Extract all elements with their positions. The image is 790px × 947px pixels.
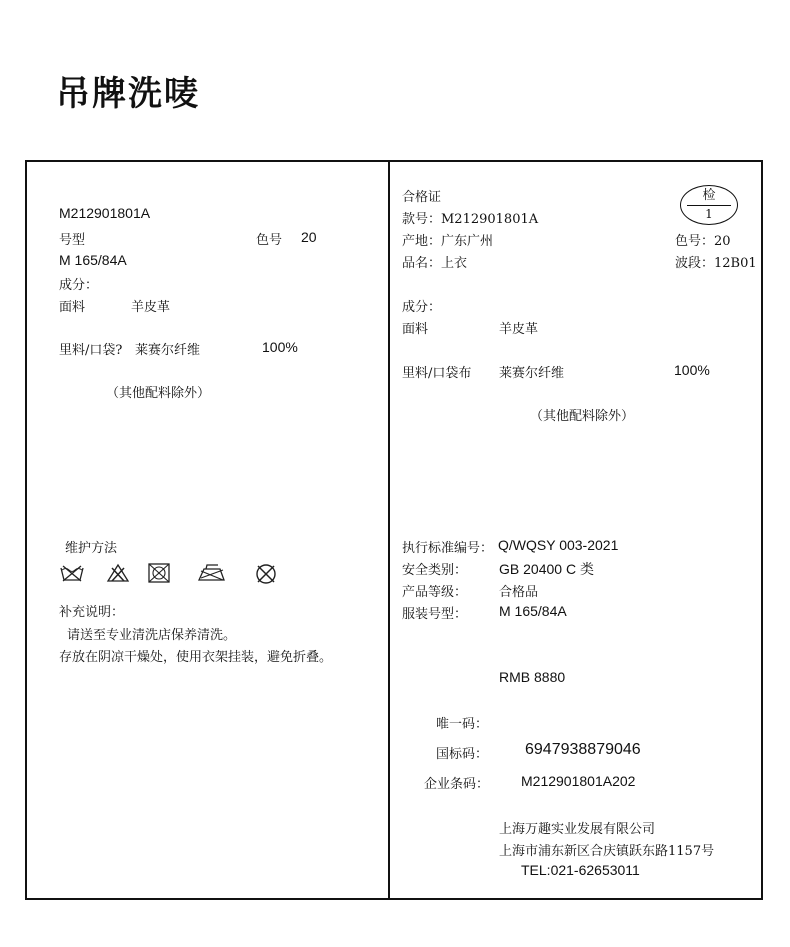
note-label: 补充说明：: [59, 605, 125, 620]
right-lining-value: 莱赛尔纤维: [499, 366, 565, 381]
no-tumble-dry-icon: [147, 563, 171, 583]
right-band: 波段：12B01: [675, 256, 757, 271]
no-bleach-icon: [106, 563, 130, 583]
right-exclusion: （其他配料除外）: [530, 409, 635, 424]
enterprise-code-value: M212901801A202: [521, 773, 636, 789]
left-shell-label: 面料: [59, 300, 86, 315]
right-lining-pct: 100%: [674, 362, 710, 378]
enterprise-code-label: 企业条码：: [424, 777, 490, 792]
label-frame: [25, 160, 763, 900]
no-wash-icon: [60, 563, 84, 583]
right-shell-label: 面料: [402, 322, 429, 337]
safety-label: 安全类别：: [402, 563, 468, 578]
standard-value: Q/WQSY 003-2021: [498, 537, 619, 553]
note-line-2: 存放在阴凉干燥处，使用衣架挂装，避免折叠。: [59, 650, 333, 665]
left-exclusion: （其他配料除外）: [106, 386, 211, 401]
left-model: M212901801A: [59, 205, 151, 221]
note-line-1: 请送至专业清洗店保养清洗。: [67, 628, 237, 643]
grade-value: 合格品: [499, 585, 539, 600]
right-origin: 产地：广东广州: [402, 234, 494, 249]
safety-value: GB 20400 C 类: [499, 561, 594, 577]
right-style: 款号：M212901801A: [402, 212, 539, 227]
no-iron-icon: [196, 563, 228, 583]
right-size-label: 服装号型：: [402, 607, 468, 622]
stamp-bottom: 1: [705, 207, 713, 221]
left-shell-value: 羊皮革: [131, 300, 171, 315]
right-shell-value: 羊皮革: [499, 322, 539, 337]
right-composition-label: 成分：: [402, 300, 442, 315]
care-label: 维护方法: [65, 541, 118, 556]
company-tel: TEL:021-62653011: [521, 862, 640, 878]
company-name: 上海万趣实业发展有限公司: [499, 822, 656, 837]
right-cert: 合格证: [402, 190, 442, 205]
page-title: 吊牌洗唛: [56, 74, 200, 114]
company-address: 上海市浦东新区合庆镇跃东路1157号: [499, 844, 715, 859]
right-color: 色号：20: [675, 234, 731, 249]
unique-code-label: 唯一码：: [436, 717, 489, 732]
left-lining-value: 莱赛尔纤维: [135, 343, 201, 358]
standard-label: 执行标准编号：: [402, 541, 494, 556]
left-color-label: 色号: [256, 233, 283, 248]
left-lining-pct: 100%: [262, 339, 298, 355]
left-lining-label: 里料/口袋?: [59, 343, 123, 358]
grade-label: 产品等级：: [402, 585, 468, 600]
stamp-top: 检: [702, 188, 716, 203]
left-color-value: 20: [301, 229, 317, 245]
right-lining-label: 里料/口袋布: [402, 366, 472, 381]
price: RMB 8880: [499, 669, 566, 685]
no-dry-clean-icon: [254, 563, 278, 585]
left-size-label: 号型: [59, 233, 86, 248]
inspection-stamp: [680, 185, 738, 225]
right-size-value: M 165/84A: [499, 603, 567, 619]
label-divider: [388, 160, 390, 900]
left-size-value: M 165/84A: [59, 252, 127, 268]
right-name: 品名：上衣: [402, 256, 468, 271]
barcode-label: 国标码：: [436, 747, 489, 762]
barcode-value: 6947938879046: [525, 741, 641, 758]
left-composition-label: 成分：: [59, 278, 99, 293]
